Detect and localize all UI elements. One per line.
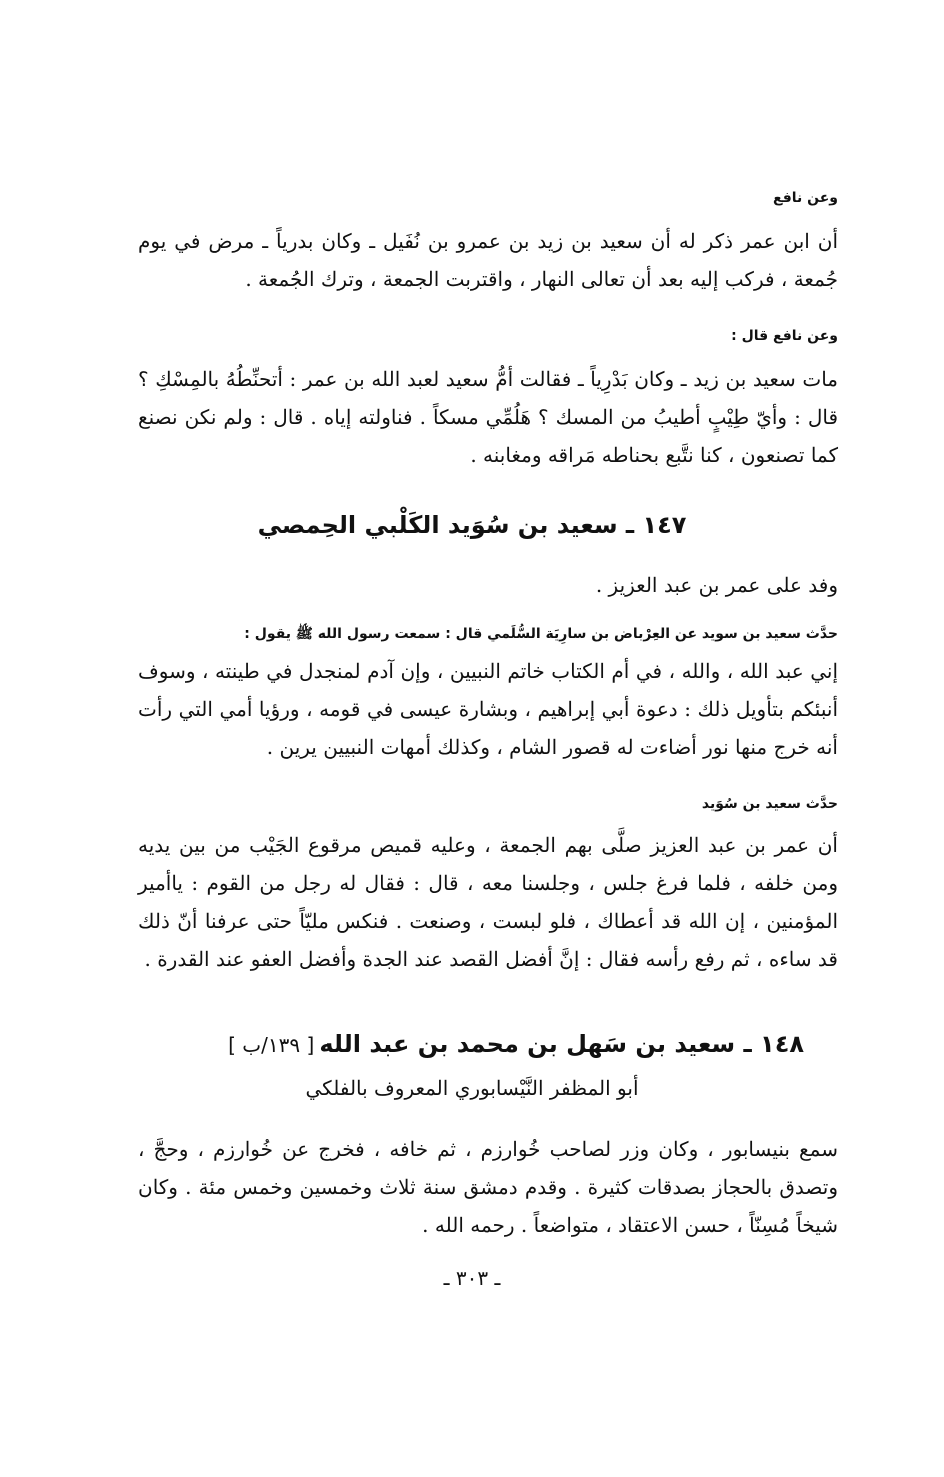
narration-label: وعن نافع <box>773 190 838 206</box>
biography-text: سمع بنيسابور ، وكان وزر لصاحب خُوارزم ، ثم خافه ، فخرج عن خُوارزم ، وحجَّ ، وتصدق بالحجاز بصدقات كثيرة . وقدم دمشق سنة ثلاث وخمسين وخمس مئة . وكان شيخاً مُسِنّاً ، حسن الاعتقاد ، متواضعاً . رحمه الله . <box>138 1137 838 1237</box>
entry-148-subheading: أبو المظفر النَّيْسابوري المعروف بالفلكي <box>305 1076 639 1100</box>
entry-147-hadith <box>138 624 838 766</box>
manuscript-folio-ref: [ ١٣٩/ب ] <box>228 1033 315 1057</box>
entry-147-report <box>138 794 838 978</box>
page-number: ـ ٣٠٣ ـ <box>443 1266 501 1290</box>
entry-148-body <box>138 1130 838 1244</box>
entry-intro-text: وفد على عمر بن عبد العزيز . <box>595 573 838 597</box>
hadith-text: إني عبد الله ، والله ، في أم الكتاب خاتم النبيين ، وإن آدم لمنجدل في طينته ، وسوف أنبئكم بتأويل ذلك : دعوة أبي إبراهيم ، وبشارة عيسى في قومه ، ورؤيا أمي التي رأت أنه خرج منها نور أضاءت له قصور الشام ، وكذلك أمهات النبيين يرين . <box>138 659 838 759</box>
narration-text: مات سعيد بن زيد ـ وكان بَدْرِياً ـ فقالت أمُّ سعيد لعبد الله بن عمر : أتحنِّطُهُ بالمِسْكِ ؟ قال : وأيّ طِيْبٍ أطيبُ من المسك ؟ هَلُمِّي مسكاً . فناولته إياه . قال : ولم نكن نصنع كما تصنعون ، كنا نتَّبع بحناطه مَراقه ومغابنه . <box>138 367 838 467</box>
section-nafi-2 <box>138 326 838 474</box>
entry-148-heading-row <box>184 1030 804 1058</box>
entry-147-intro <box>138 566 838 604</box>
narration-label: وعن نافع قال : <box>731 328 838 344</box>
narration-label: حدَّث سعيد بن سُوَيد <box>701 796 838 812</box>
narration-label: حدَّث سعيد بن سويد عن العِرْباض بن سارِيَة السُّلَمي قال : سمعت رسول الله ﷺ يقول : <box>244 626 838 642</box>
report-text: أن عمر بن عبد العزيز صلَّى بهم الجمعة ، وعليه قميص مرقوع الجَيْب من بين يديه ومن خلفه ، فلما فرغ جلس ، وجلسنا معه ، قال : فقال له رجل من القوم : ياأمير المؤمنين ، إن الله قد أعطاك ، فلو لبست ، وصنعت . فنكس مليّاً حتى عرفنا أنّ ذلك قد ساءه ، ثم رفع رأسه فقال : إنَّ أفضل القصد عند الجدة وأفضل العفو عند القدرة . <box>138 833 838 971</box>
entry-147-heading: ١٤٧ ـ سعيد بن سُوَيد الكَلْبي الحِمصي <box>257 511 687 539</box>
narration-text: أن ابن عمر ذكر له أن سعيد بن زيد بن عمرو بن نُفَيل ـ وكان بدرياً ـ مرض في يوم جُمعة ، فركب إليه بعد أن تعالى النهار ، واقتربت الجمعة ، وترك الجُمعة . <box>138 229 838 291</box>
entry-148-heading: ١٤٨ ـ سعيد بن سَهل بن محمد بن عبد الله <box>319 1030 804 1058</box>
section-nafi-1 <box>138 188 838 298</box>
